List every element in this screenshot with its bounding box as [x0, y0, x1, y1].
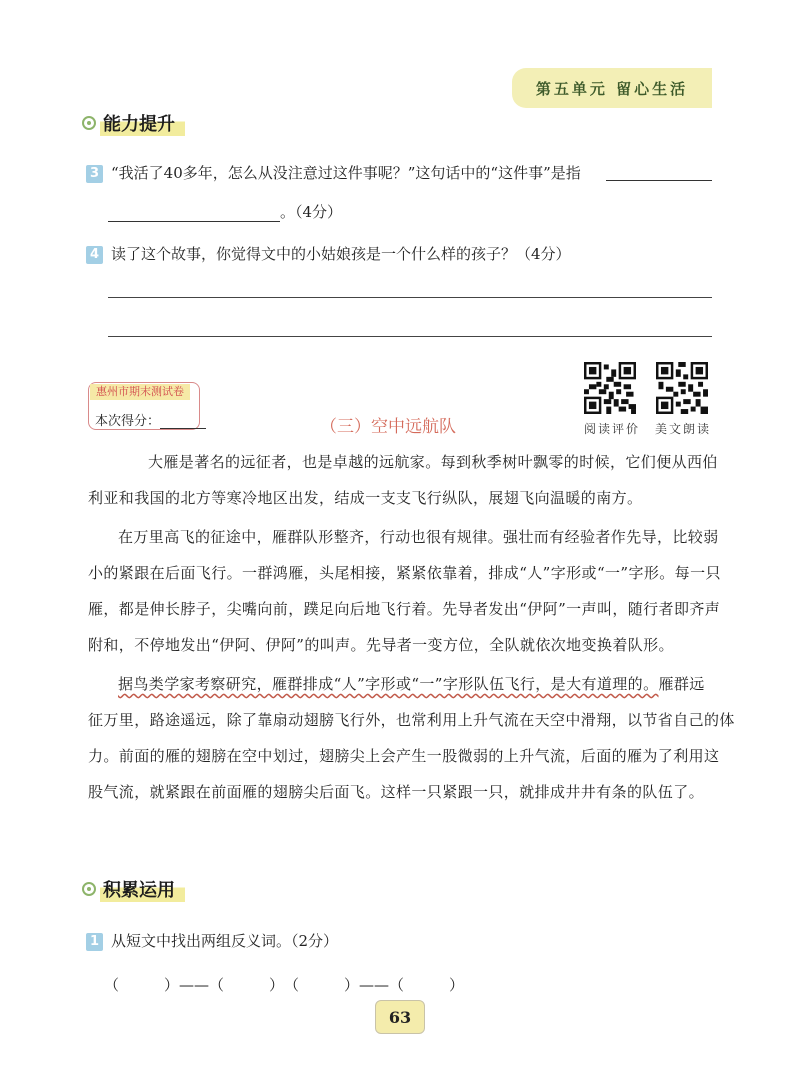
target-icon: [82, 116, 96, 130]
section-title: 能力提升: [100, 110, 185, 136]
qr-label-recitation: 美文朗读: [655, 422, 712, 436]
passage-line: 小的紧跟在后面飞行。一群鸿雁，头尾相接，紧紧依靠着，排成“人”字形或“一”字形。每一只: [88, 564, 721, 582]
question-3-line-2: [108, 201, 342, 222]
question-text: “我活了40多年，怎么从没注意过这件事呢？”这句话中的“这件事”是指: [111, 164, 581, 182]
score-label: 本次得分：: [95, 414, 161, 429]
question-score: 。（4分）: [280, 203, 343, 221]
question-text: 读了这个故事，你觉得文中的小姑娘孩是一个什么样的孩子？（4分）: [111, 245, 571, 263]
passage-text: 雁群远: [658, 675, 705, 693]
qr-label-reading-eval: 阅读评价: [584, 422, 641, 436]
question-text: 从短文中找出两组反义词。（2分）: [111, 932, 339, 950]
qr-code-reading-eval[interactable]: [584, 362, 636, 414]
unit-title: 第五单元 留心生活: [535, 79, 689, 98]
passage-line: 在万里高飞的征途中，雁群队形整齐，行动也很有规律。强壮而有经验者作先导，比较弱: [118, 528, 719, 546]
passage-line: 征万里，路途遥远，除了靠扇动翅膀飞行外，也常利用上升气流在天空中滑翔，以节省自己的体: [88, 711, 735, 729]
qr-code-recitation[interactable]: [656, 362, 708, 414]
section-title: 积累运用: [100, 876, 185, 902]
answer-blank[interactable]: [606, 164, 712, 181]
question-4: [86, 243, 571, 264]
answer-line[interactable]: [108, 297, 712, 298]
score-field[interactable]: [95, 410, 206, 429]
section-heading-ability: [82, 108, 185, 138]
passage-line: 利亚和我国的北方等寒冷地区出发，结成一支支飞行纵队，展翅飞向温暖的南方。: [88, 489, 643, 507]
antonym-answer-blanks[interactable]: （ ）——（ ） （ ）——（ ）: [104, 976, 465, 994]
answer-line[interactable]: [108, 336, 712, 337]
answer-blank[interactable]: [108, 205, 280, 222]
target-icon: [82, 882, 96, 896]
question-number: 1: [86, 933, 103, 951]
question-number: 4: [86, 246, 103, 264]
passage-line: 雁，都是伸长脖子，尖嘴向前，蹼足向后地飞行着。先导者发出“伊阿”一声叫，随行者即齐声: [88, 600, 721, 618]
page-number: 63: [388, 1007, 412, 1027]
question-1: [86, 930, 338, 951]
score-blank[interactable]: [160, 414, 206, 429]
story-title: （三）空中远航队: [320, 417, 456, 437]
question-number: 3: [86, 165, 103, 183]
passage-line: 股气流，就紧跟在前面雁的翅膀尖后面飞。这样一只紧跟一只，就排成井井有条的队伍了。: [88, 783, 705, 801]
unit-title-tab: [512, 68, 712, 108]
exam-badge: 惠州市期末测试卷: [90, 384, 190, 400]
passage-line: 附和，不停地发出“伊阿、伊阿”的叫声。先导者一变方位，全队就依次地变换着队形。: [88, 636, 674, 654]
story-passage: [88, 444, 735, 810]
question-3: [86, 162, 581, 183]
passage-line: 力。前面的雁的翅膀在空中划过，翅膀尖上会产生一股微弱的上升气流，后面的雁为了利用这: [88, 747, 720, 765]
page-number-badge: [375, 1000, 425, 1034]
section-heading-accumulation: [82, 874, 185, 904]
passage-line: [88, 666, 714, 702]
passage-line: 大雁是著名的远征者，也是卓越的远航家。每到秋季树叶飘零的时候，它们便从西伯: [148, 453, 718, 471]
underlined-sentence: 据鸟类学家考察研究，雁群排成“人”字形或“一”字形队伍飞行，是大有道理的。: [118, 675, 659, 693]
